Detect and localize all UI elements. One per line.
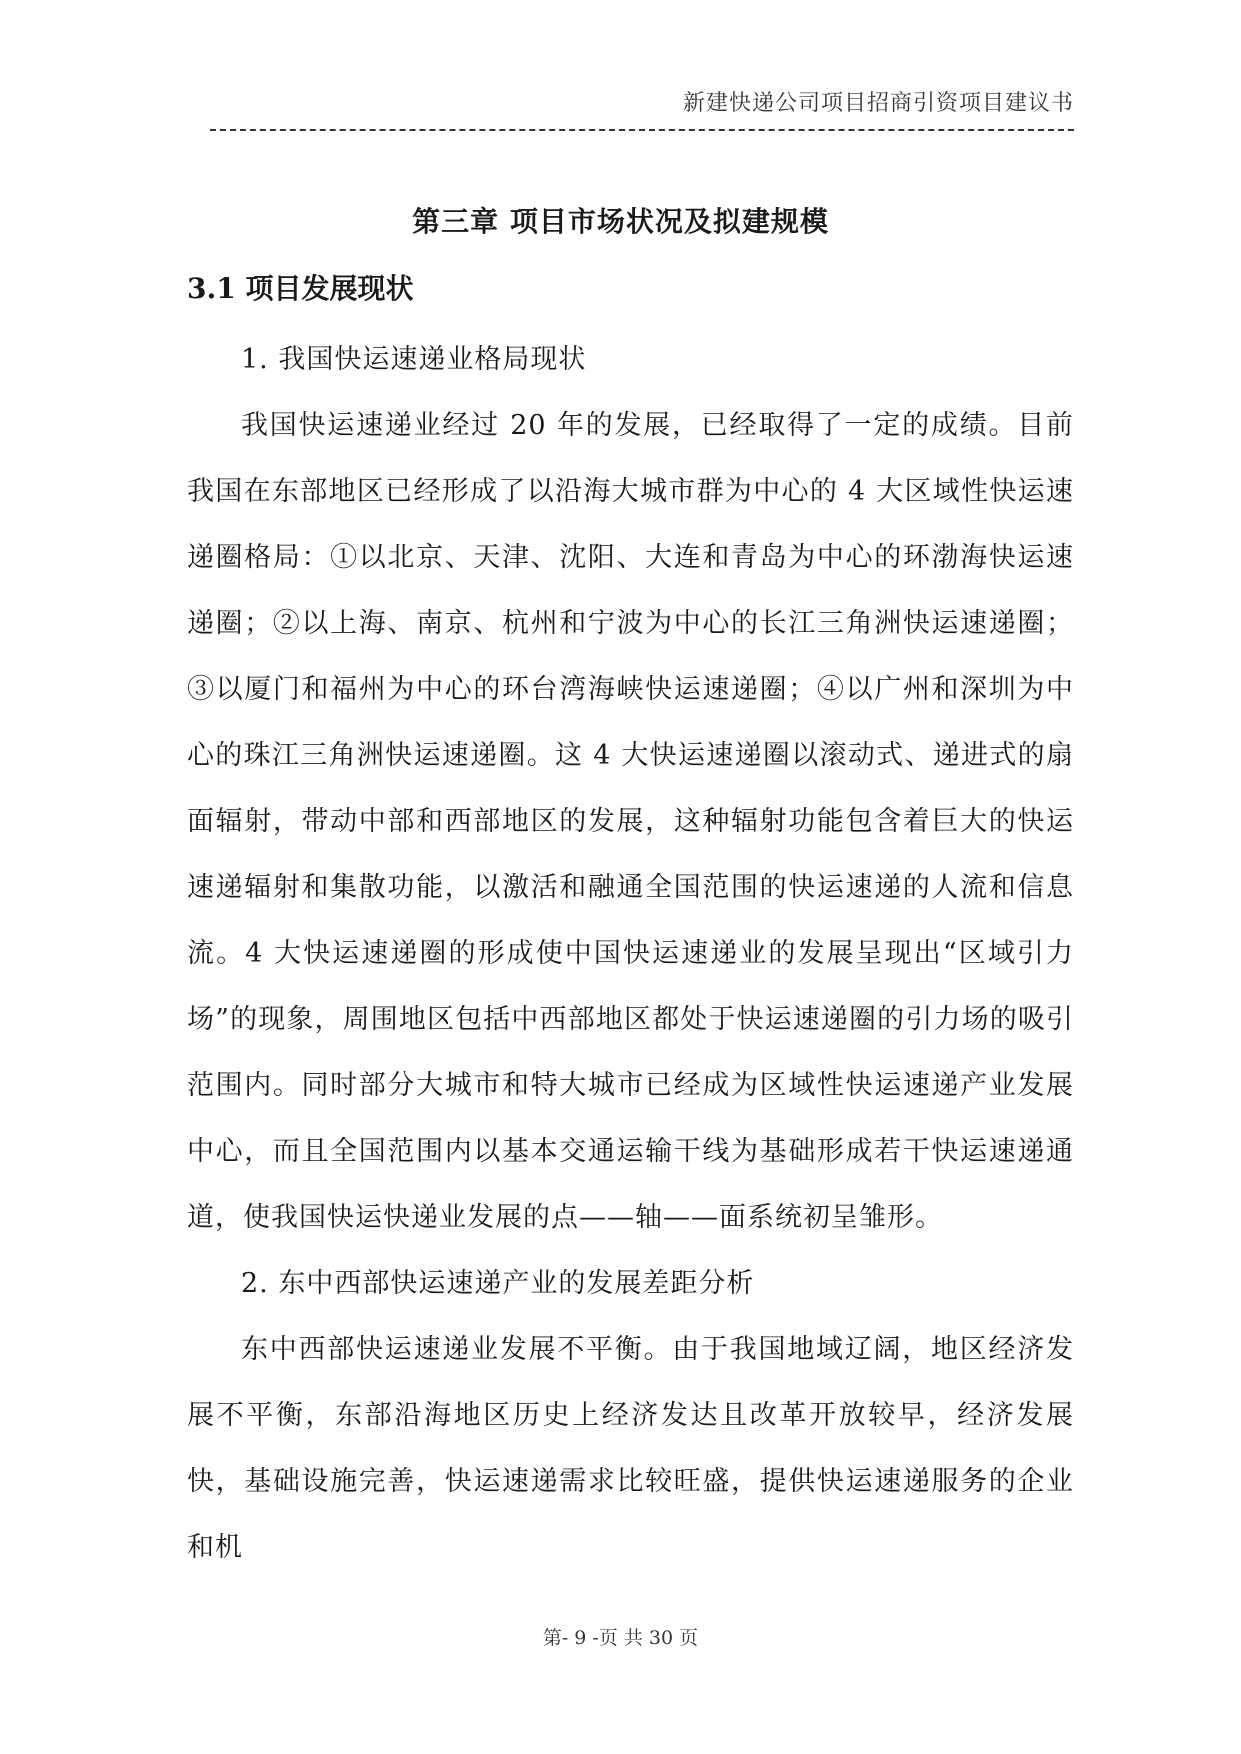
body-text	[187, 327, 1074, 1581]
header-divider	[210, 129, 1074, 131]
paragraph-2: 东中西部快运速递业发展不平衡。由于我国地域辽阔，地区经济发展不平衡，东部沿海地区历史上经济发达且改革开放较早，经济发展快，基础设施完善，快运速递需求比较旺盛，提供快运速递服务的企业和机	[187, 1334, 1074, 1563]
running-header: 新建快递公司项目招商引资项目建议书	[682, 91, 1074, 116]
section-heading: 3.1 项目发展现状	[187, 272, 414, 305]
chapter-title: 第三章 项目市场状况及拟建规模	[412, 205, 829, 238]
subheading-1: 1. 我国快运速递业格局现状	[241, 344, 587, 375]
page-number: 第- 9 -页 共 30 页	[542, 1627, 699, 1649]
paragraph-1: 我国快运速递业经过 20 年的发展，已经取得了一定的成绩。目前我国在东部地区已经形成了以沿海大城市群为中心的 4 大区域性快运速递圈格局：①以北京、天津、沈阳、大连和青岛为中心的环渤海快运速递圈；②以上海、南京、杭州和宁波为中心的长江三角洲快运速递圈；③以厦门和福州为中心的环台湾海峡快运速递圈；④以广州和深圳为中心的珠江三角洲快运速递圈。这 4 大快运速递圈以滚动式、递进式的扇面辐射，带动中部和西部地区的发展，这种辐射功能包含着巨大的快运速递辐射和集散功能，以激活和融通全国范围的快运速递的人流和信息流。4 大快运速递圈的形成使中国快运速递业的发展呈现出“区域引力场”的现象，周围地区包括中西部地区都处于快运速递圈的引力场的吸引范围内。同时部分大城市和特大城市已经成为区域性快运速递产业发展中心，而且全国范围内以基本交通运输干线为基础形成若干快运速递通道，使我国快运快递业发展的点——轴——面系统初呈雏形。	[187, 410, 1074, 1233]
subheading-2: 2. 东中西部快运速递产业的发展差距分析	[241, 1268, 755, 1299]
